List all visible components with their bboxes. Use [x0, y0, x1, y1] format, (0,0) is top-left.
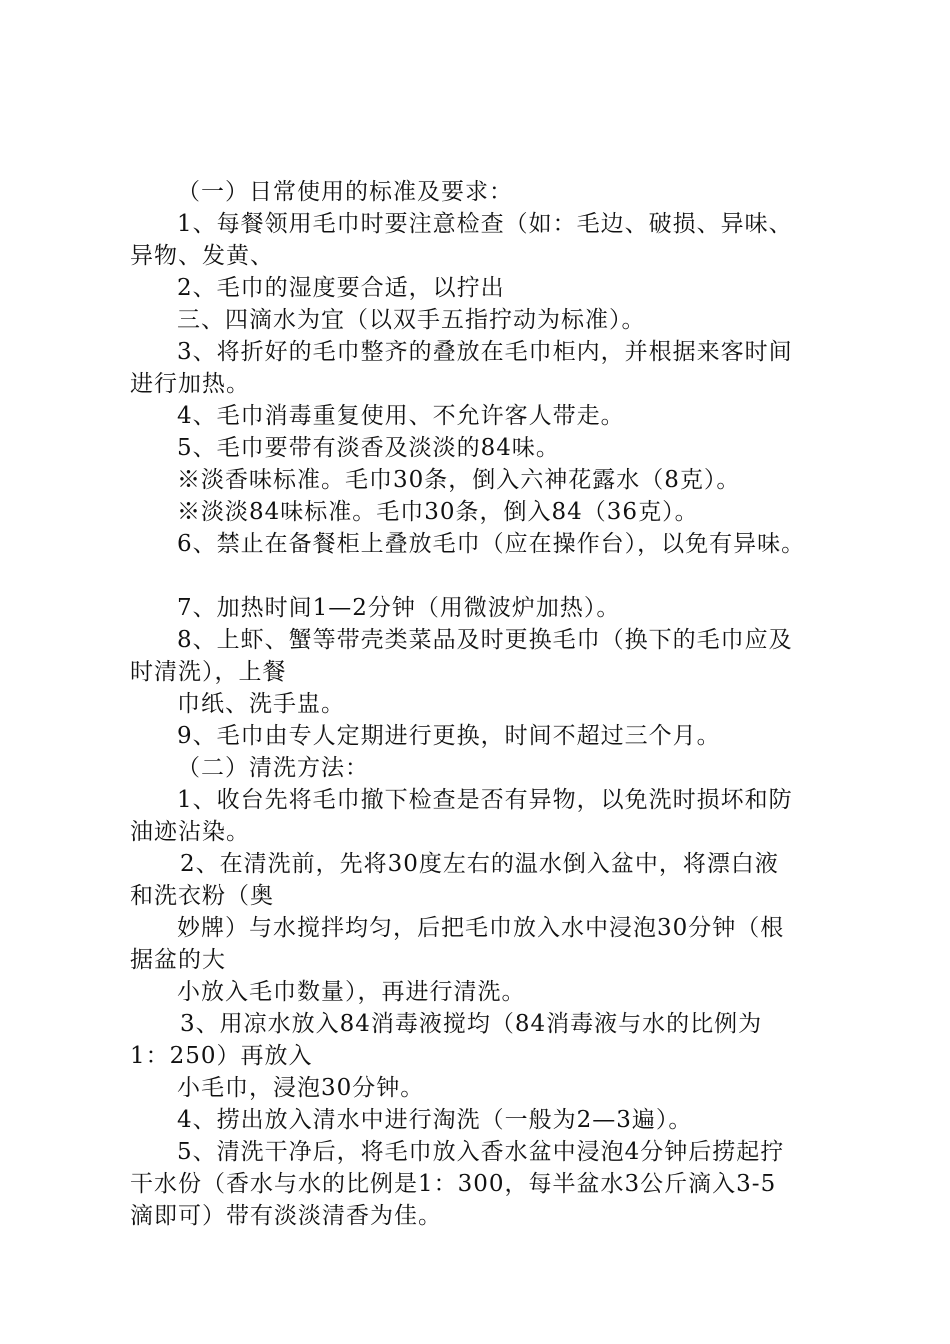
paragraph-line: 9、毛巾由专人定期进行更换，时间不超过三个月。 [177, 723, 721, 749]
paragraph-line: 1、每餐领用毛巾时要注意检查（如：毛边、破损、异味、 [177, 211, 793, 237]
paragraph-line: 滴即可）带有淡淡清香为佳。 [130, 1203, 442, 1229]
paragraph-line: 1、收台先将毛巾撤下检查是否有异物，以免洗时损坏和防 [177, 787, 793, 813]
paragraph-line: 妙牌）与水搅拌均匀，后把毛巾放入水中浸泡30分钟（根 [177, 915, 785, 941]
paragraph-line: 油迹沾染。 [130, 819, 250, 845]
paragraph-line: 8、上虾、蟹等带壳类菜品及时更换毛巾（换下的毛巾应及 [177, 627, 793, 653]
paragraph-line: 异物、发黄、 [130, 243, 274, 269]
paragraph-line: 6、禁止在备餐柜上叠放毛巾（应在操作台），以免有异味。 [177, 531, 806, 557]
paragraph-line: ※淡淡84味标准。毛巾30条，倒入84（36克）。 [177, 499, 699, 525]
paragraph-line: 3、用凉水放入84消毒液搅均（84消毒液与水的比例为 [180, 1011, 763, 1037]
paragraph-line: 时清洗），上餐 [130, 659, 287, 685]
paragraph-line: 2、在清洗前，先将30度左右的温水倒入盆中，将漂白液 [180, 851, 779, 877]
paragraph-line: ※淡香味标准。毛巾30条，倒入六神花露水（8克）。 [177, 467, 741, 493]
paragraph-line: 5、毛巾要带有淡香及淡淡的84味。 [177, 435, 560, 461]
section-heading-cleaning: （二）清洗方法： [177, 755, 369, 781]
paragraph-line: 1：250）再放入 [130, 1043, 313, 1069]
paragraph-line: 2、毛巾的湿度要合适，以拧出 [177, 275, 505, 301]
section-heading-daily-use: （一）日常使用的标准及要求： [177, 179, 513, 205]
paragraph-line: 4、捞出放入清水中进行淘洗（一般为2—3遍）。 [177, 1107, 693, 1133]
paragraph-line: 小毛巾，浸泡30分钟。 [177, 1075, 425, 1101]
paragraph-line: 小放入毛巾数量），再进行清洗。 [177, 979, 526, 1005]
paragraph-line: 4、毛巾消毒重复使用、不允许客人带走。 [177, 403, 625, 429]
paragraph-line: 巾纸、洗手盅。 [177, 691, 345, 717]
paragraph-line: 和洗衣粉（奥 [130, 883, 274, 909]
paragraph-line: 三、四滴水为宜（以双手五指拧动为标准）。 [177, 307, 646, 333]
paragraph-line: 据盆的大 [130, 947, 226, 973]
paragraph-line: 7、加热时间1—2分钟（用微波炉加热）。 [177, 595, 621, 621]
paragraph-line: 干水份（香水与水的比例是1：300，每半盆水3公斤滴入3-5 [130, 1171, 777, 1197]
paragraph-line: 3、将折好的毛巾整齐的叠放在毛巾柜内，并根据来客时间 [177, 339, 793, 365]
paragraph-line: 进行加热。 [130, 371, 250, 397]
paragraph-line: 5、清洗干净后，将毛巾放入香水盆中浸泡4分钟后捞起拧 [177, 1139, 785, 1165]
